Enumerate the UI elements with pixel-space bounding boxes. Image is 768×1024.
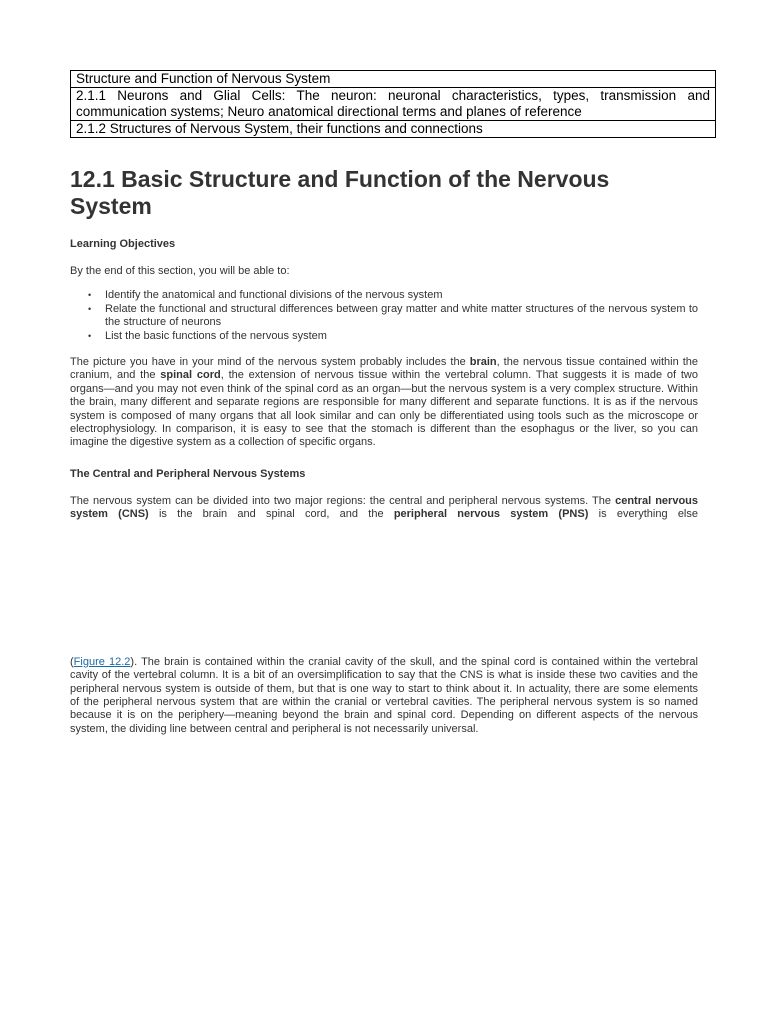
syllabus-row-2-1-1: 2.1.1 Neurons and Glial Cells: The neuron: neuronal characteristics, types, transmission and communication systems; Neuro anatomical directional terms and planes of reference — [71, 88, 716, 121]
paragraph-text: ). The brain is contained within the cranial cavity of the skull, and the spinal cord is contained within the vertebral cavity of the vertebral column. It is a bit of an oversimplification to say that the CNS is what is inside these two cavities and the peripheral nervous system is outside of them, but that is one way to start to think about it. In actuality, there are some elements of the peripheral nervous system that are within the cranial or vertebral cavities. The peripheral nervous system is so named because it is on the periphery—meaning beyond the brain and spinal cord. Depending on different aspects of the nervous system, the dividing line between central and peripheral is not necessarily universal. — [70, 655, 698, 735]
term-brain: brain — [469, 356, 497, 369]
cns-pns-heading: The Central and Peripheral Nervous Systems — [70, 467, 306, 480]
term-pns: peripheral nervous system (PNS) — [393, 508, 589, 521]
syllabus-table — [70, 70, 716, 138]
list-item — [88, 289, 698, 302]
bullet-icon: • — [88, 290, 92, 301]
syllabus-row-2-1-2: 2.1.2 Structures of Nervous System, their functions and connections — [71, 121, 716, 138]
figure-link[interactable]: Figure 12.2 — [73, 655, 131, 668]
paragraph-cavities — [70, 656, 698, 736]
objective-text: Identify the anatomical and functional divisions of the nervous system — [105, 289, 443, 302]
objective-text: Relate the functional and structural differences between gray matter and white matter structures of the nervous system to the structure of neurons — [105, 302, 698, 329]
syllabus-row-title: Structure and Function of Nervous System — [71, 71, 716, 88]
objectives-list — [70, 289, 698, 343]
bullet-icon: • — [88, 303, 92, 314]
paragraph-nervous-system-intro — [70, 356, 698, 450]
document-page — [70, 70, 716, 736]
paragraph-text: , the nervous tissue contained within the cranium, and the — [70, 356, 698, 382]
bullet-icon: • — [88, 330, 92, 341]
paragraph-text: is everything else — [588, 508, 698, 521]
paragraph-cns-pns — [70, 495, 698, 522]
paragraph-text: is the brain and spinal cord, and the — [148, 508, 394, 521]
paragraph-text: The picture you have in your mind of the nervous system probably includes the — [70, 356, 470, 369]
paragraph-text: The nervous system can be divided into two major regions: the central and peripheral nervous systems. The — [70, 494, 616, 507]
table-row — [71, 71, 716, 88]
objective-text: List the basic functions of the nervous system — [105, 329, 327, 342]
term-spinal-cord: spinal cord — [160, 369, 221, 382]
learning-objectives-heading: Learning Objectives — [70, 238, 176, 250]
term-cns: central nervous system (CNS) — [70, 494, 698, 521]
paragraph-text: , the extension of nervous tissue within the vertebral column. That suggests it is made of two organs—and you may not even think of the spinal cord as an organ—but the nervous system is a very complex structure. Within the brain, many different and separate regions are responsible for many different and separate functions. It is as if the nervous system is composed of many organs that all look similar and can only be differentiated using tools such as the microscope or electrophysiology. In comparison, it is easy to see that the stomach is different than the esophagus or the liver, so you can imagine the digestive system as a collection of specific organs. — [70, 369, 698, 449]
list-item — [88, 329, 698, 343]
table-row — [71, 88, 716, 121]
objectives-intro: By the end of this section, you will be able to: — [70, 265, 290, 277]
paragraph-text: ( — [70, 655, 74, 668]
section-title: 12.1 Basic Structure and Function of the Nervous System — [70, 166, 610, 219]
list-item — [88, 302, 698, 330]
table-row — [71, 121, 716, 138]
